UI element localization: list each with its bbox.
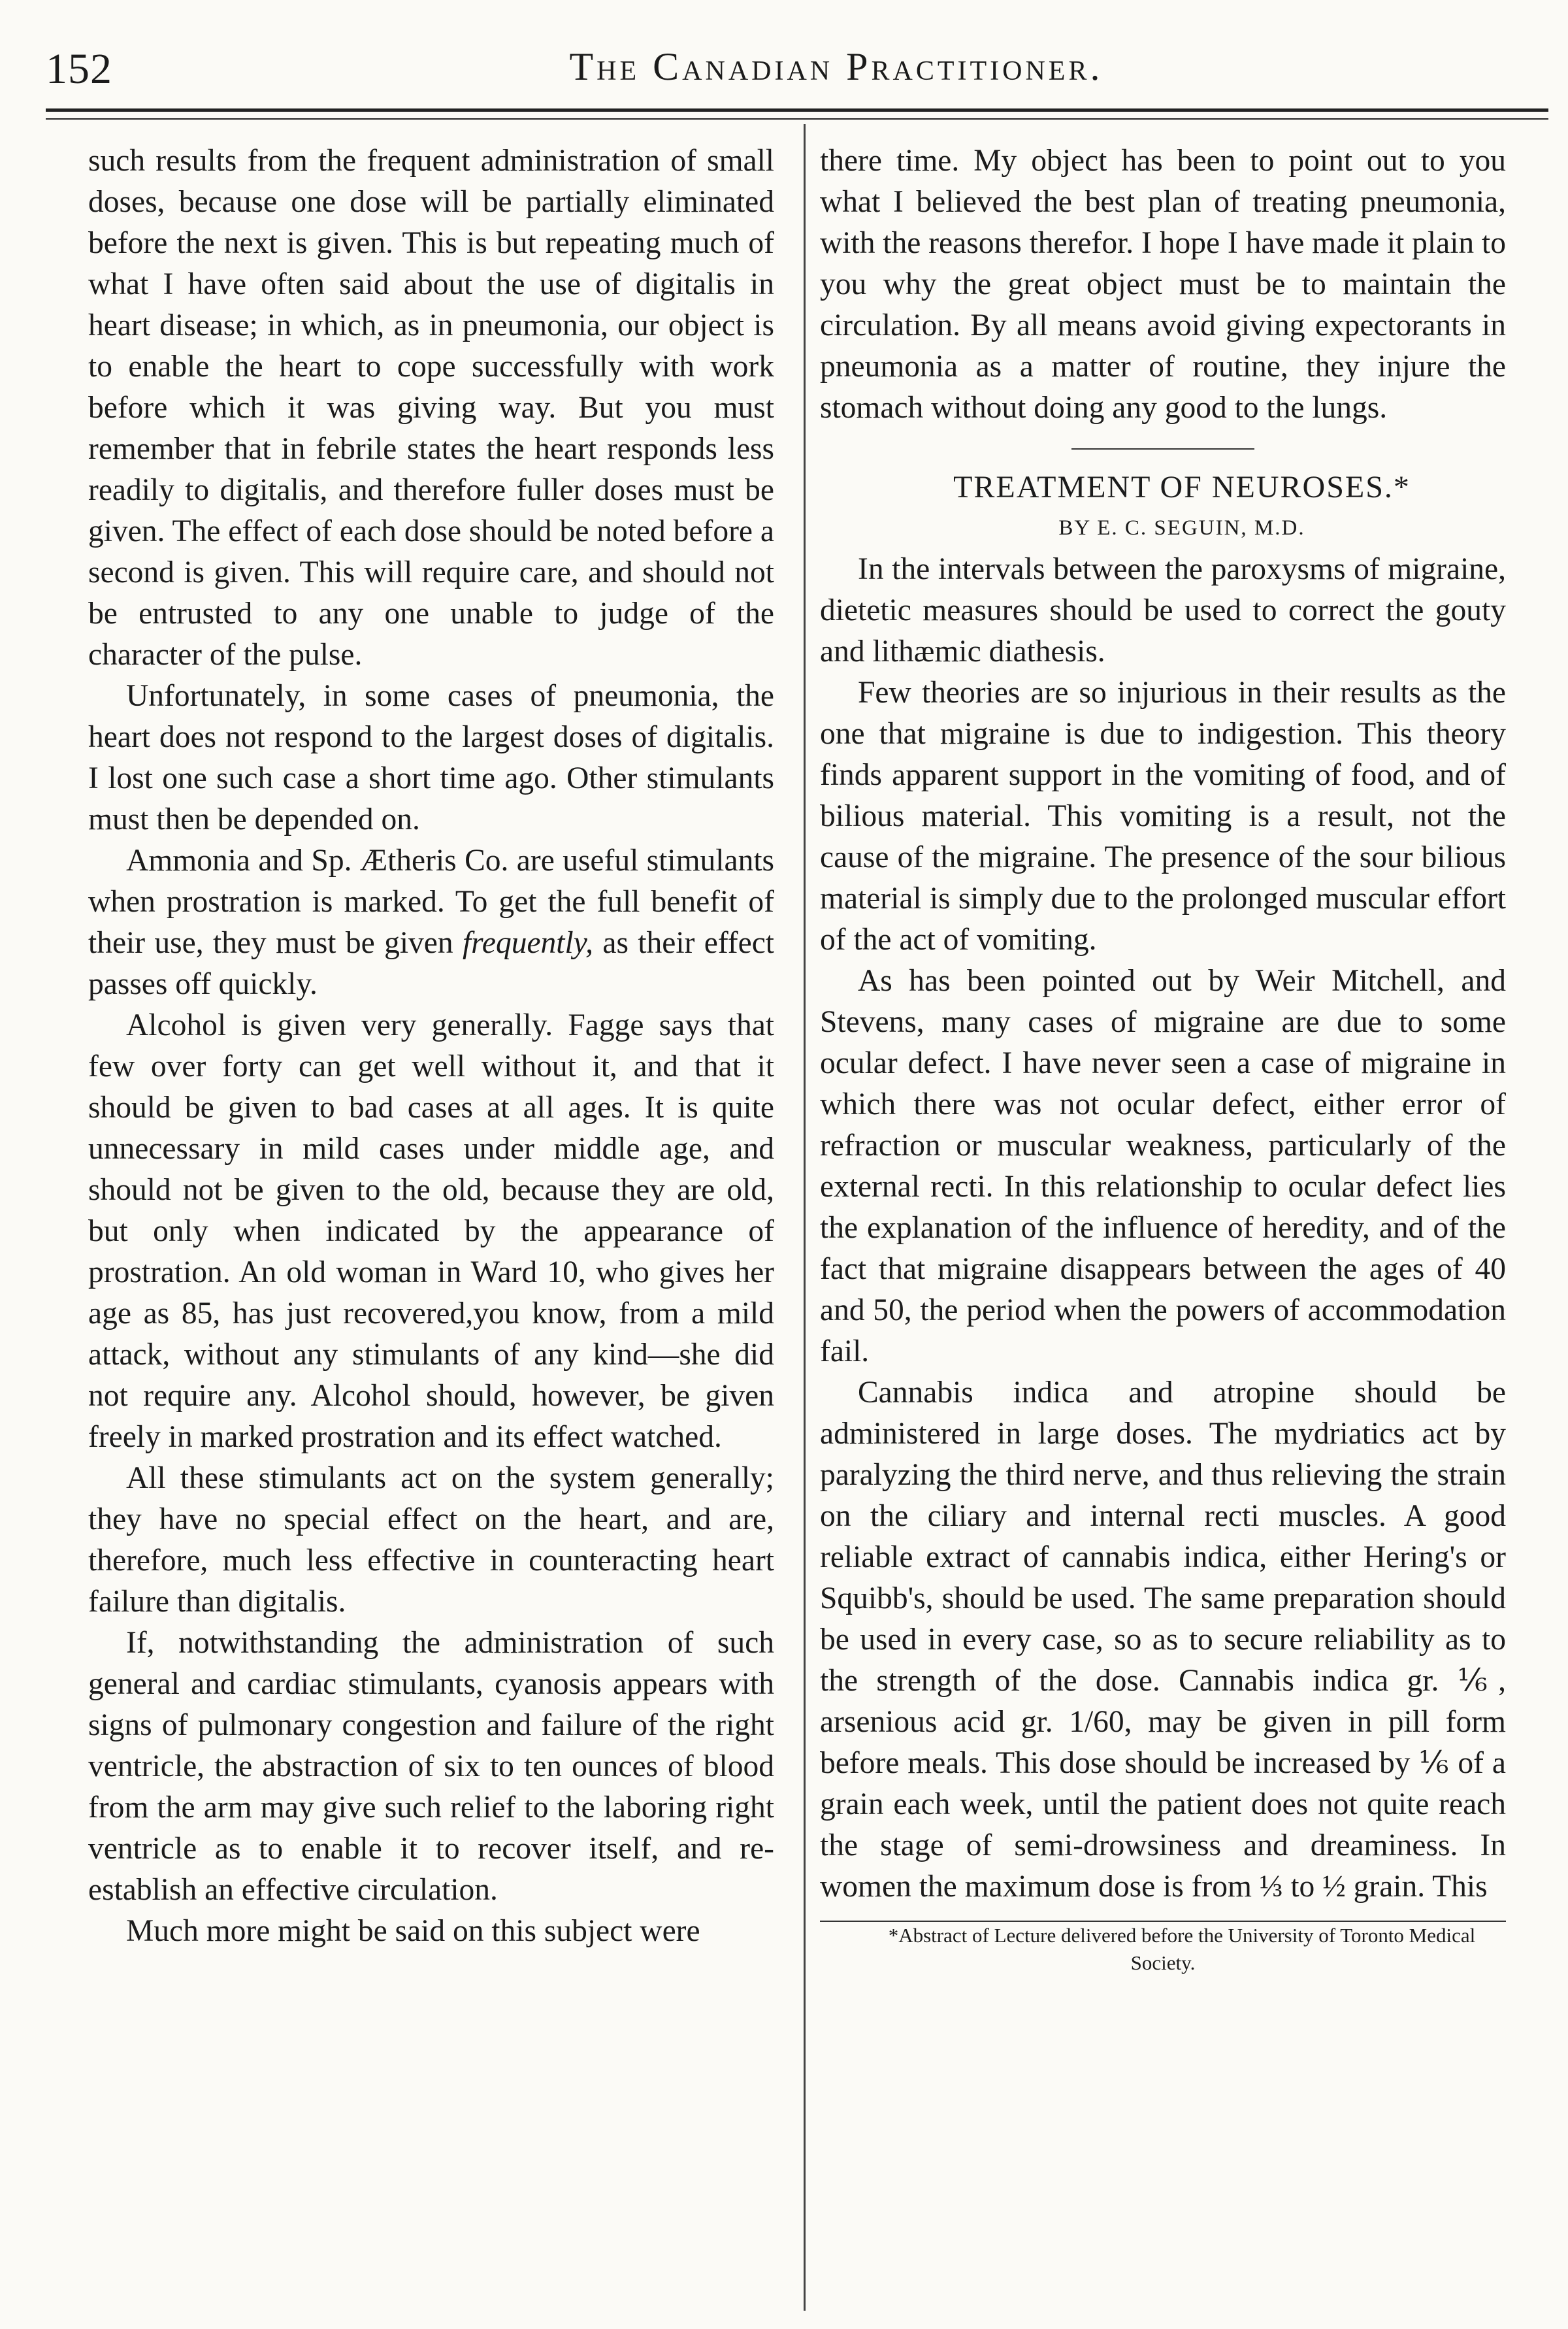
paragraph: Cannabis indica and atropine should be administered in large doses. The mydriatics act by paralyzing the third nerve, and thus relieving the strain on the ciliary and internal recti muscles. A good reliable extract of cannabis indica, either Hering's or Squibb's, should be used. The same preparation should be used in every case, so as to secure reliability as to the strength of the dose. Cannabis indica gr. ⅙, arsenious acid gr. 1/60, may be given in pill form before meals. This dose should be increased by ⅙ of a grain each week, until the patient does not quite reach the stage of semi-drowsiness and dreaminess. In women the maximum dose is from ⅓ to ½ grain. This [820, 1376, 1506, 1904]
article-byline: BY E. C. SEGUIN, M.D. [1058, 516, 1305, 540]
text-run: Ammonia and Sp. Ætheris Co. are useful stimulants when prostration is marked. To get the full benefit of their use, they must be given [88, 844, 774, 960]
footnote: *Abstract of Lecture delivered before the University of Toronto Medical Society. [888, 1924, 1476, 1974]
paragraph: such results from the frequent administration of small doses, because one dose will be partially eliminated before the next is given. This is but repeating much of what I have often said about the use of digitalis in heart disease; in which, as in pneumonia, our object is to enable the heart to cope successfully with work before which it was giving way. But you must remember that in febrile states the heart responds less readily to digitalis, and therefore fuller doses must be given. The effect of each dose should be noted before a second is given. This will require care, and should not be entrusted to any one unable to judge of the character of the pulse. [88, 144, 774, 672]
paragraph: In the intervals between the paroxysms of migraine, dietetic measures should be used to correct the gouty and lithæmic diathesis. [820, 552, 1506, 669]
paragraph: All these stimulants act on the system generally; they have no special effect on the heart, and are, therefore, much less effective in counteracting heart failure than digitalis. [88, 1461, 774, 1619]
left-column [88, 140, 774, 1952]
paragraph: Unfortunately, in some cases of pneumonia, the heart does not respond to the largest doses of digitalis. I lost one such case a short time ago. Other stimulants must then be depended on. [88, 679, 774, 836]
page-number: 152 [46, 45, 112, 93]
right-column [820, 140, 1506, 1977]
column-divider [804, 124, 806, 2311]
article-title: TREATMENT OF NEUROSES.* [953, 470, 1411, 504]
paragraph: Much more might be said on this subject were [126, 1914, 700, 1948]
running-title: The Canadian Practitioner. [569, 45, 1103, 88]
header-rule-thin [46, 118, 1548, 120]
emphasis-frequently: frequently, [462, 926, 594, 960]
paragraph: As has been pointed out by Weir Mitchell, and Stevens, many cases of migraine are due to some ocular defect. I have never seen a case of migraine in which there was not ocular defect, either error of refraction or muscular weakness, particularly of the external recti. In this relationship to ocular defect lies the explanation of the influence of heredity, and of the fact that migraine disappears between the ages of 40 and 50, the period when the powers of accommodation fail. [820, 964, 1506, 1368]
section-divider [1071, 448, 1254, 450]
page-header [46, 39, 1548, 98]
text-run: as their effect passes off quickly. [88, 926, 774, 1001]
paragraph: Few theories are so injurious in their results as the one that migraine is due to indigestion. This theory finds apparent support in the vomiting of food, and of bilious material. This vomiting is a result, not the cause of the migraine. The presence of the sour bilious material is simply due to the prolonged muscular effort of the act of vomiting. [820, 676, 1506, 957]
paragraph: Alcohol is given very generally. Fagge says that few over forty can get well without it, and that it should be given to bad cases at all ages. It is quite unnecessary in mild cases under middle age, and should not be given to the old, because they are old, but only when indicated by the appearance of prostration. An old woman in Ward 10, who gives her age as 85, has just recovered,you know, from a mild attack, without any stimulants of any kind—she did not require any. Alcohol should, however, be given freely in marked prostration and its effect watched. [88, 1008, 774, 1454]
paragraph-ammonia [88, 840, 774, 1005]
header-rule-thick [46, 108, 1548, 112]
paragraph-continuation: there time. My object has been to point out to you what I believed the best plan of treating pneumonia, with the reasons therefor. I hope I have made it plain to you why the great object must be to maintain the circulation. By all means avoid giving expectorants in pneumonia as a matter of routine, they injure the stomach without doing any good to the lungs. [820, 144, 1506, 425]
paragraph: If, notwithstanding the administration of such general and cardiac stimulants, cyanosis appears with signs of pulmonary congestion and failure of the right ventricle, the abstraction of six to ten ounces of blood from the arm may give such relief to the laboring right ventricle as to enable it to recover itself, and re-establish an effective circulation. [88, 1626, 774, 1907]
